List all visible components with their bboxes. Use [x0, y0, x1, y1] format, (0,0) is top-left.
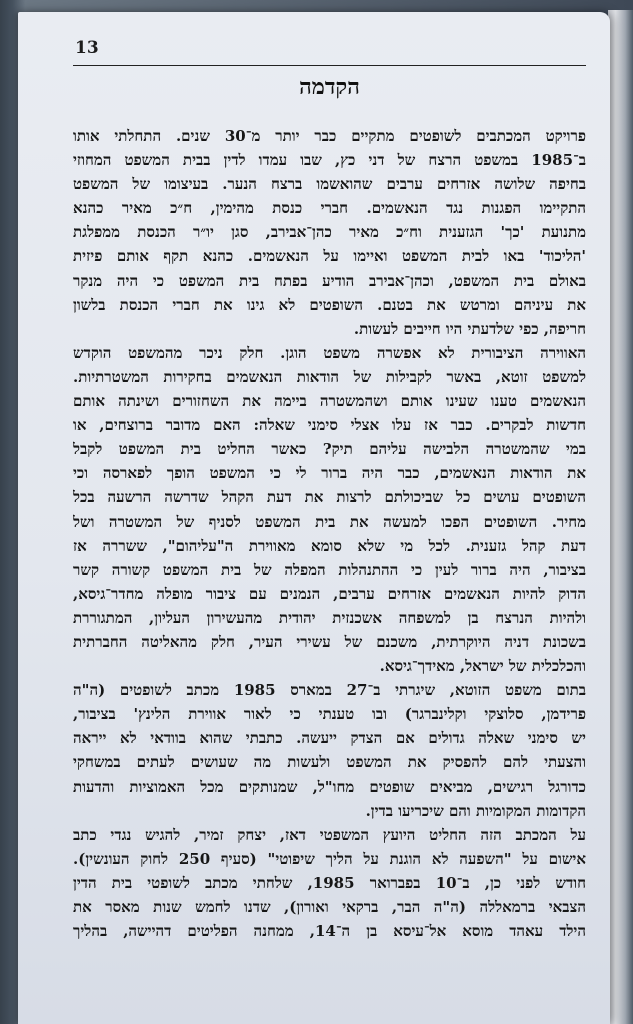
text-line: הדוק להיות הנאשמים אזרחים ערבים, הנמנים עם ציבור מופלה מחדר־גיסא, [73, 584, 586, 603]
text-line: פרידמן, סלוצקי וקלינברגר) ובו טענתי כי לאור אווירת הלינץ' בציבור, [73, 705, 586, 724]
text-line: ולהיות הנרצח בן למשפחה אשכנזית יהודית מהעשירון העליון, המתגוררת [73, 608, 586, 627]
text-line: האווירה הציבורית לא אפשרה משפט הוגן. חלק ניכר מהמשפט הוקדש [73, 343, 586, 362]
text-line: על המכתב הזה החליט היועץ המשפטי דאז, יצחק זמיר, להגיש נגדי כתב [73, 825, 586, 844]
text-line: כדורגל רגישים, מביאים שופטים מחו"ל, שמנותקים מכל האמוציות והדעות [73, 777, 586, 796]
text-line: פרויקט המכתבים לשופטים מתקיים כבר יותר מ־30 שנים. התחלתי אותו [73, 127, 586, 145]
page-edge [608, 10, 633, 1024]
page-number: 13 [75, 38, 99, 58]
text-line: חריפה, כפי שלדעתי היו חייבים לעשות. [353, 319, 586, 338]
text-line: יש סימני שאלה גדולים אם הצדק ייעשה. כתבתי שהוא בוודאי לא ייראה [73, 729, 586, 748]
text-line: בשכונת דניה היוקרתית, משכנם של עשירי העיר, חלק מהאליטה החברתית [73, 632, 586, 651]
text-line: מחיר. השופטים הפכו למעשה את בית המשפט לסניף של המשטרה ושל [73, 512, 586, 531]
text-line: את הודאות הנאשמים, כבר היה ברור לי כי המשפט הופך לפארסה וכי [73, 464, 586, 483]
text-line: התקיימו הפגנות נגד הנאשמים. חברי כנסת מהימין, ח״כ מאיר כהנא [73, 199, 586, 218]
text-line: והכלכלית של ישראל, מאידך־גיסא. [379, 657, 586, 676]
text-line: למשפט זוטא, באשר לקבילות של הודאות הנאשמים בחקירות המשטרתיות. [73, 367, 586, 386]
text-line: ב־1985 במשפט הרצח של דני כץ, שבו עמדו לדין בבית המשפט המחוזי [73, 151, 586, 170]
text-line: 'הליכוד' באו לבית המשפט ואיימו על הנאשמים. כהנא תקף אותם פיזית [73, 247, 586, 266]
text-line: את עיניהם ומרטש את בטנם. השופטים לא גינו את חברי הכנסת בלשון [73, 295, 586, 314]
text-line: במי שהמשטרה הלבישה עליהם תיק? כאשר החליט בית המשפט לקבל [73, 440, 586, 459]
chapter-title: הקדמה [299, 74, 360, 100]
body-text [73, 124, 586, 943]
text-line: בחיפה שלושה אזרחים ערבים שהואשמו ברצח הנער. בעיצומו של המשפט [73, 175, 586, 194]
text-line: חודש לפני כן, ב־10 בפברואר 1985, שלחתי מכתב לשופטי בית הדין [73, 873, 586, 892]
text-line: הילד עאהד מוסא אל־עיסא בן ה־14, ממחנה הפליטים דהיישה, בהליך [73, 922, 586, 941]
text-line: בציבור, היה ברור לעין כי ההתנהלות המפלה של בית המשפט קשורה קשר [73, 560, 586, 579]
text-line: מתנועת 'כך' הגזענית וח״כ מאיר כהן־אבירב, סגן יו״ר הכנסת ממפלגת [73, 223, 586, 242]
text-line: הצבאי ברמאללה (ה"ה הבר, ברקאי ואורון), שדנו לחמש שנות מאסר את [73, 898, 586, 916]
text-line: והצעתי להם להפסיק את המשפט ולעשות מה שעושים לעתים במשחקי [73, 753, 586, 772]
text-line: הנאשמים טענו שעינו אותם ושהמשטרה ביימה את השחזורים ושינתה אותם [73, 392, 586, 411]
header-rule [73, 65, 586, 66]
text-line: הקדומות המקומיות והם שיכריעו בדין. [365, 801, 586, 820]
text-line: דעת קהל גזענית. לכל מי שלא סומא מאווירת ה"עליהום", ששררה אז [73, 536, 586, 555]
text-line: אישום על "השפעה לא הוגנת על הליך שיפוטי" (סעיף 250 לחוק העונשין). [73, 849, 586, 868]
text-line: חדשות לבקרים. כבר אז עלו אצלי סימני שאלה: האם מדובר ברוצחים, או [73, 416, 586, 435]
text-line: השופטים עושים כל שביכולתם לרצות את דעת הקהל שדרשה הרשעה בכל [73, 488, 586, 507]
text-line: באולם בית המשפט, וכהן־אבירב הודיע בפתח בית המשפט כי היה מנקר [73, 271, 586, 290]
text-line: בתום משפט הזוטא, שיגרתי ב־27 במארס 1985 מכתב לשופטים (ה"ה [73, 681, 586, 700]
